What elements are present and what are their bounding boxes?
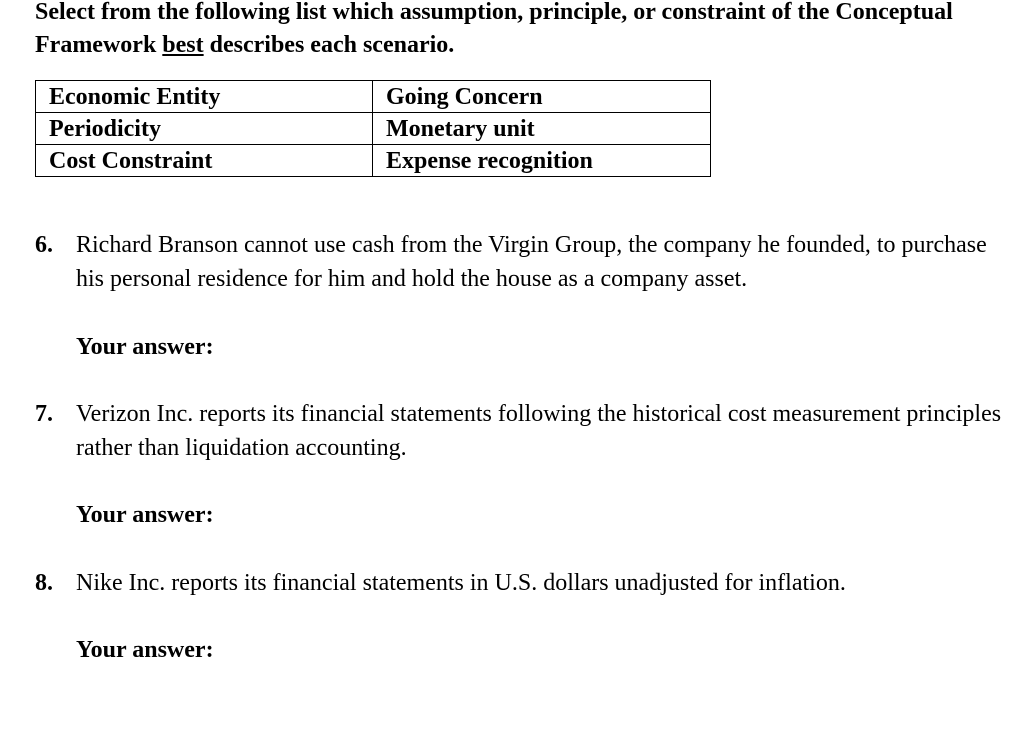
question-text: Nike Inc. reports its financial statements in U.S. dollars unadjusted for inflation. <box>76 570 846 596</box>
instructions-text-before: Select from the following list which assumption, principle, or constraint of the Conceptual Framework <box>35 0 953 58</box>
option-cell: Monetary unit <box>372 113 710 145</box>
answer-label-7: Your answer: <box>76 502 214 528</box>
question-text: Richard Branson cannot use cash from the Virgin Group, the company he founded, to purchase his personal residence for him and hold the house as a company asset. <box>76 232 987 292</box>
question-6 <box>35 228 1020 296</box>
options-row <box>36 81 711 113</box>
answer-label-8: Your answer: <box>76 637 214 663</box>
options-row <box>36 113 711 145</box>
instructions-text-after: describes each scenario. <box>203 32 455 58</box>
question-number: 7. <box>35 401 53 427</box>
question-number: 6. <box>35 232 53 258</box>
option-cell: Expense recognition <box>372 145 710 177</box>
question-7 <box>35 397 1020 465</box>
question-8 <box>35 566 1020 600</box>
options-table <box>35 80 711 177</box>
instructions <box>35 0 1015 62</box>
instructions-emphasis: best <box>162 32 204 58</box>
option-cell: Cost Constraint <box>36 145 373 177</box>
option-cell: Periodicity <box>36 113 373 145</box>
question-number: 8. <box>35 570 53 596</box>
option-cell: Economic Entity <box>36 81 373 113</box>
answer-label-6: Your answer: <box>76 334 214 360</box>
option-cell: Going Concern <box>372 81 710 113</box>
question-text: Verizon Inc. reports its financial statements following the historical cost measurement principles rather than liquidation accounting. <box>76 401 1002 461</box>
options-row <box>36 145 711 177</box>
